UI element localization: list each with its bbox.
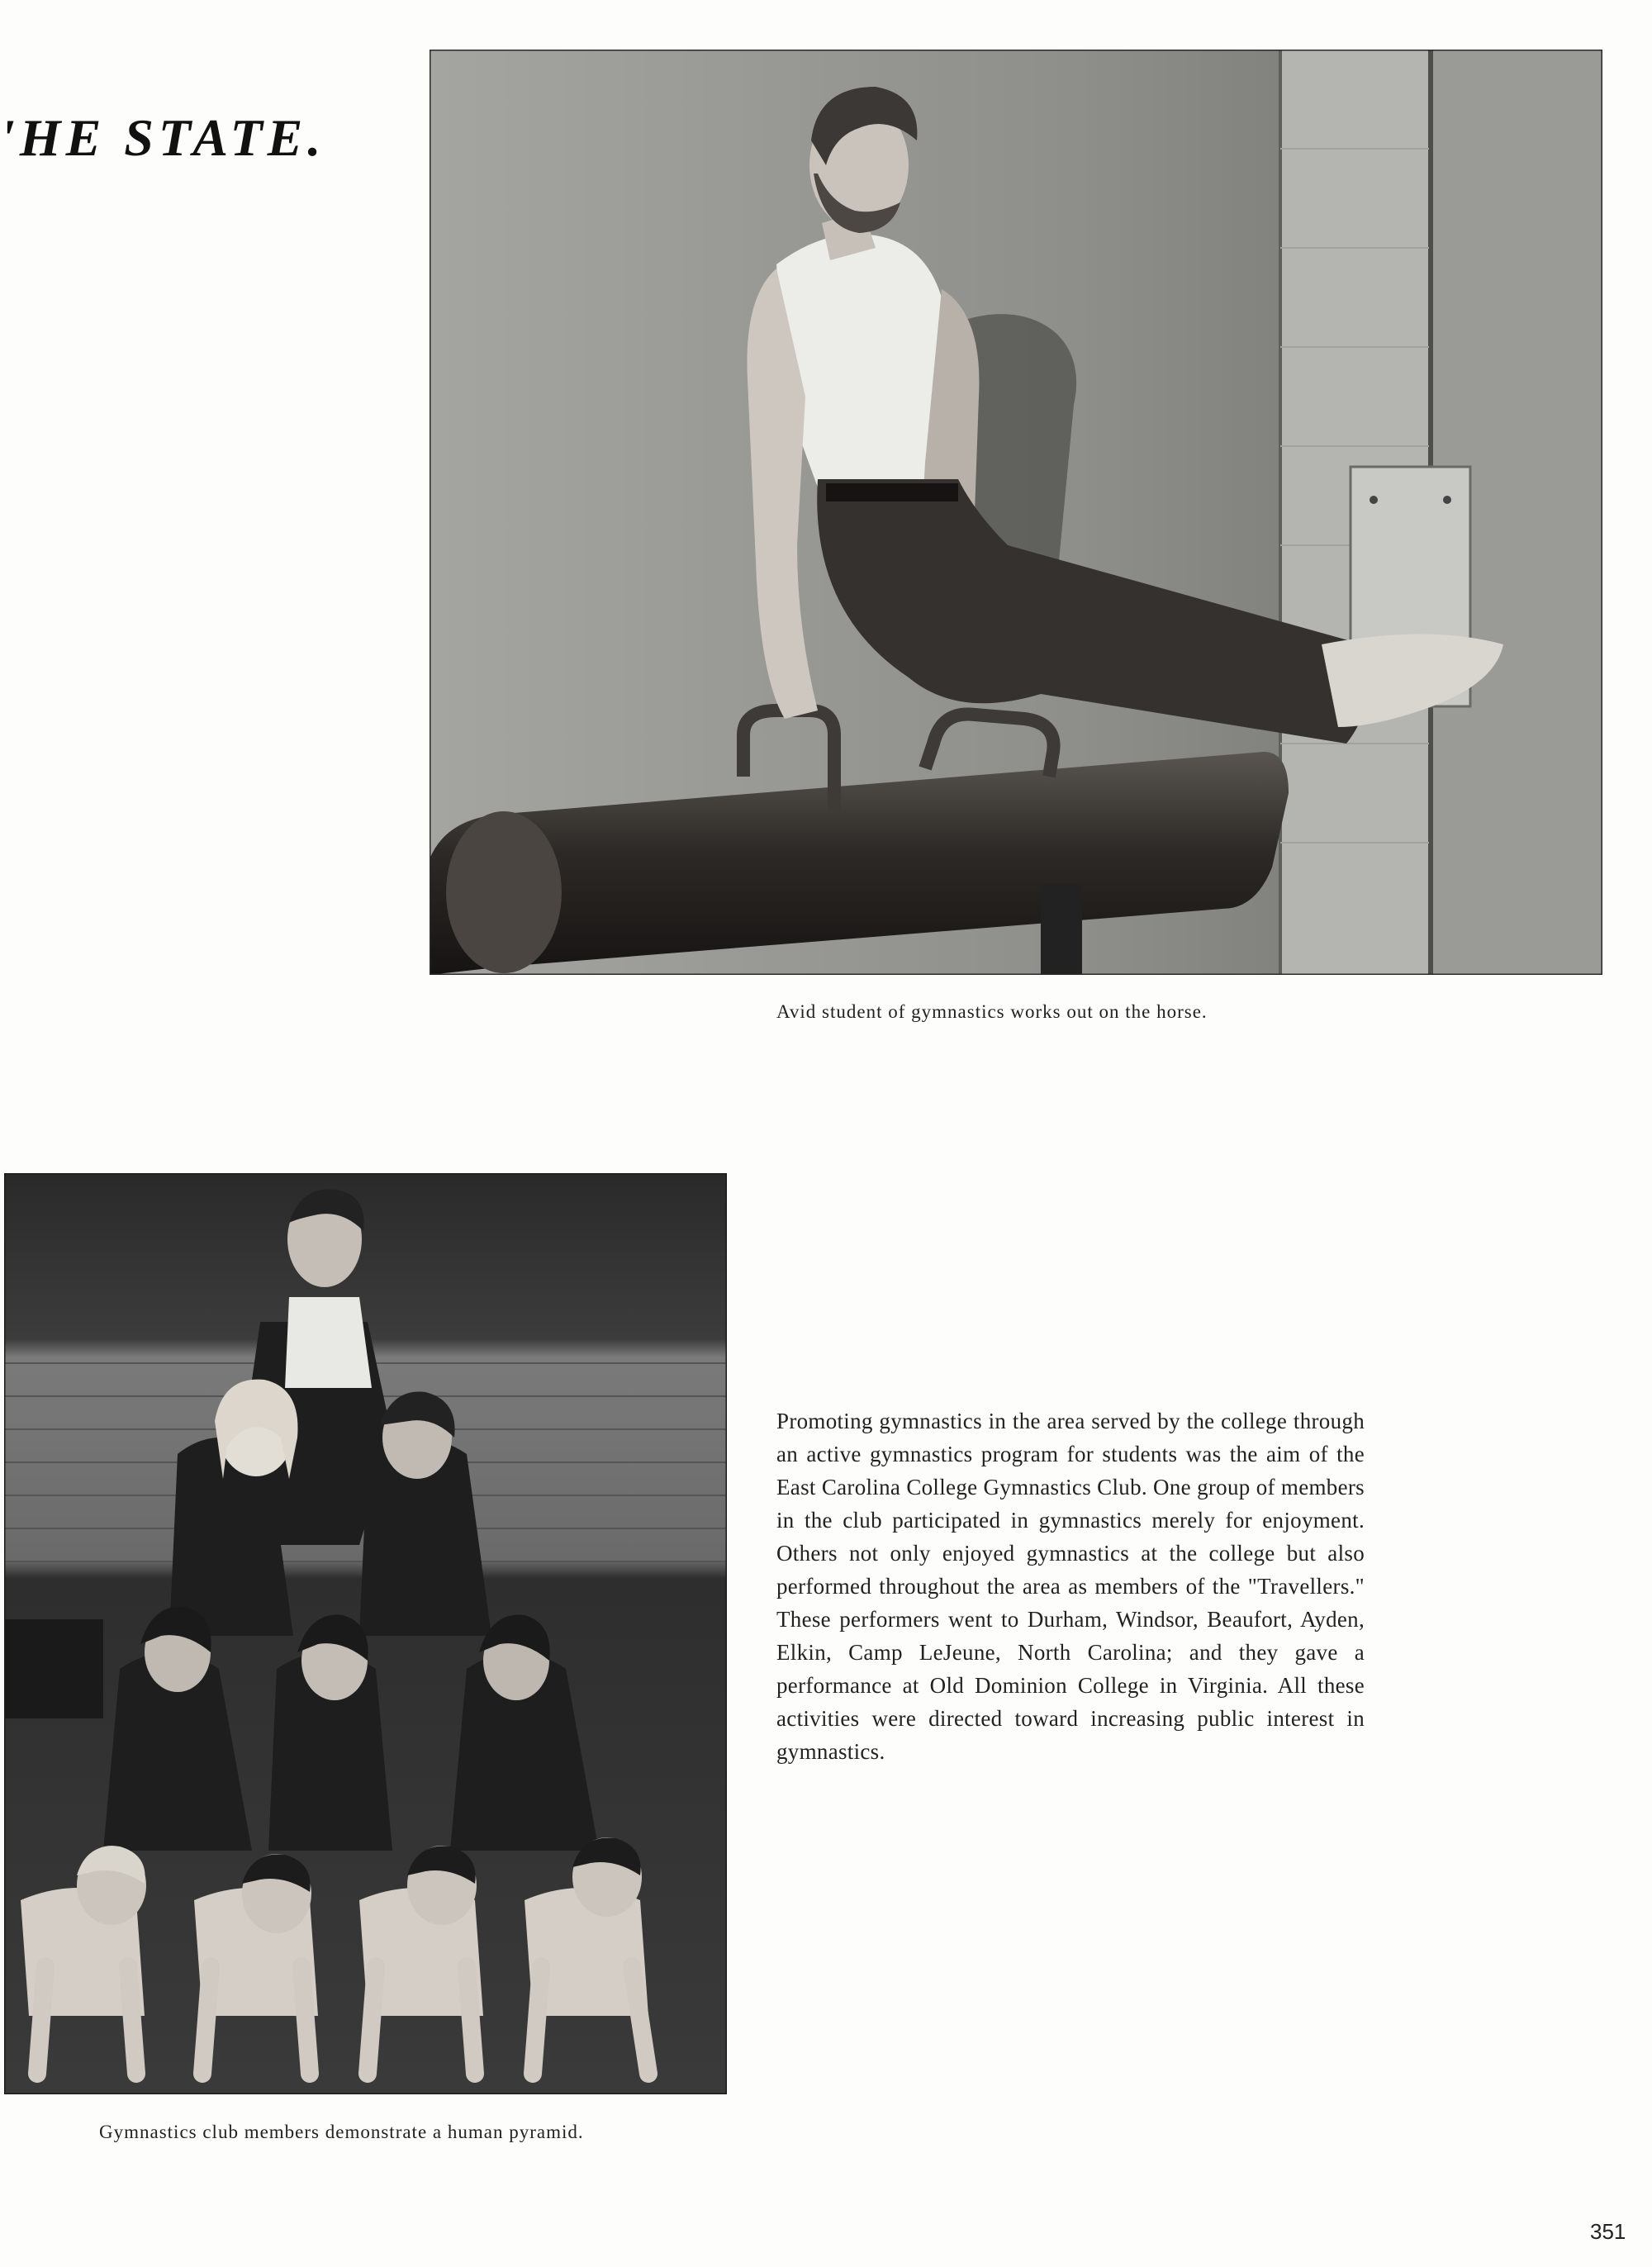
human-pyramid-photo xyxy=(4,1173,727,2094)
pommel-horse-photo xyxy=(430,50,1602,975)
page-number: 351 xyxy=(1590,2219,1626,2244)
pyramid-photo-caption: Gymnastics club members demonstrate a human pyramid. xyxy=(99,2122,584,2142)
horse-photo-caption: Avid student of gymnastics works out on the horse. xyxy=(776,1001,1208,1022)
page-headline: 'HE STATE. xyxy=(0,108,326,167)
article-body: Promoting gymnastics in the area served by the college through an active gymnastics program for students was the aim of the East Carolina College Gymnastics Club. One group of members in the club participated in gymnastics merely for enjoyment. Others not only enjoyed gymnastics at the college but also performed throughout the area as members of the "Travellers." These performers went to Durham, Windsor, Beaufort, Ayden, Elkin, Camp LeJeune, North Carolina; and they gave a performance at Old Dominion College in Virginia. All these activities were directed toward increasing public interest in gymnastics. xyxy=(776,1409,1365,1764)
